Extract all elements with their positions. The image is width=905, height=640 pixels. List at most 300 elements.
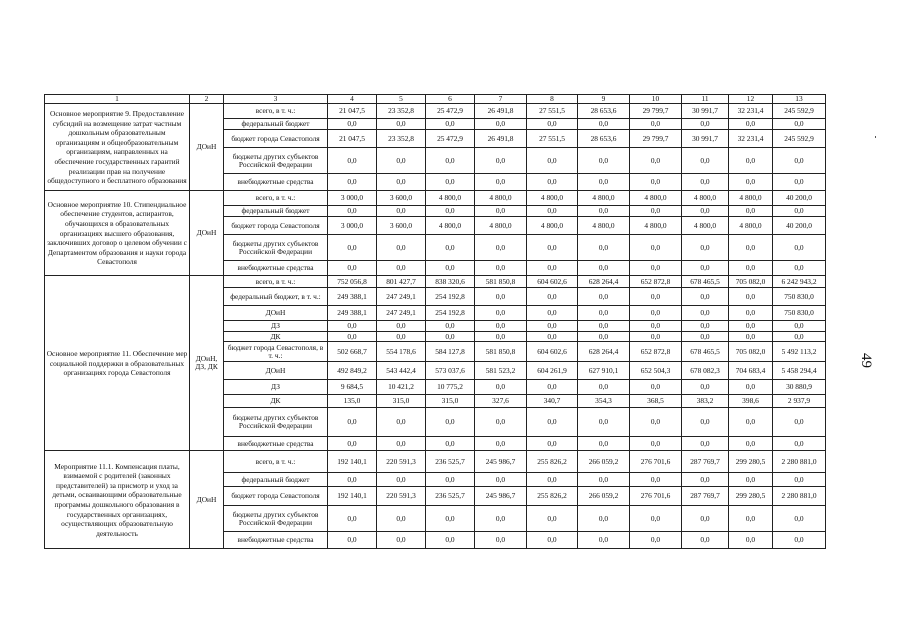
header-row xyxy=(45,95,826,104)
value-cell: 0,0 xyxy=(475,235,527,261)
value-cell: 29 799,7 xyxy=(630,104,682,119)
value-cell: 0,0 xyxy=(729,174,773,191)
executor-cell: ДОиН xyxy=(190,104,224,191)
value-cell: 4 800,0 xyxy=(475,191,527,206)
value-cell: 0,0 xyxy=(527,380,578,395)
header-cell: 7 xyxy=(475,95,527,104)
value-cell: 40 200,0 xyxy=(773,217,826,235)
value-cell: 652 872,8 xyxy=(630,276,682,288)
value-cell: 0,0 xyxy=(729,119,773,130)
value-cell: 0,0 xyxy=(773,437,826,451)
value-cell: 0,0 xyxy=(729,408,773,437)
value-cell: 3 000,0 xyxy=(328,217,377,235)
value-cell: 543 442,4 xyxy=(377,362,426,380)
value-cell: 0,0 xyxy=(527,206,578,217)
value-cell: 0,0 xyxy=(630,261,682,276)
value-cell: 0,0 xyxy=(682,261,729,276)
funding-source-cell: бюджет города Севастополя xyxy=(224,130,328,148)
header-cell: 6 xyxy=(426,95,475,104)
value-cell: 32 231,4 xyxy=(729,130,773,148)
value-cell: 0,0 xyxy=(426,321,475,332)
value-cell: 678 465,5 xyxy=(682,276,729,288)
value-cell: 0,0 xyxy=(475,119,527,130)
page-number: 49 xyxy=(858,353,874,368)
value-cell: 2 937,9 xyxy=(773,395,826,408)
value-cell: 266 059,2 xyxy=(578,451,630,473)
value-cell: 0,0 xyxy=(729,235,773,261)
value-cell: 0,0 xyxy=(527,321,578,332)
executor-cell: ДОиН xyxy=(190,451,224,549)
value-cell: 25 472,9 xyxy=(426,130,475,148)
value-cell: 801 427,7 xyxy=(377,276,426,288)
value-cell: 0,0 xyxy=(377,206,426,217)
value-cell: 0,0 xyxy=(426,148,475,174)
value-cell: 0,0 xyxy=(426,235,475,261)
header-cell: 4 xyxy=(328,95,377,104)
value-cell: 0,0 xyxy=(328,261,377,276)
value-cell: 27 551,5 xyxy=(527,130,578,148)
funding-source-cell: федеральный бюджет xyxy=(224,119,328,130)
value-cell: 9 684,5 xyxy=(328,380,377,395)
value-cell: 0,0 xyxy=(377,473,426,487)
funding-source-cell: ДОиН xyxy=(224,362,328,380)
value-cell: 0,0 xyxy=(475,437,527,451)
value-cell: 750 830,0 xyxy=(773,306,826,321)
value-cell: 0,0 xyxy=(682,119,729,130)
value-cell: 4 800,0 xyxy=(578,217,630,235)
value-cell: 0,0 xyxy=(578,437,630,451)
value-cell: 0,0 xyxy=(475,332,527,342)
value-cell: 220 591,3 xyxy=(377,487,426,506)
value-cell: 0,0 xyxy=(527,148,578,174)
value-cell: 0,0 xyxy=(527,408,578,437)
funding-source-cell: внебюджетные средства xyxy=(224,174,328,191)
value-cell: 0,0 xyxy=(475,532,527,549)
value-cell: 0,0 xyxy=(426,206,475,217)
value-cell: 249 388,1 xyxy=(328,288,377,306)
header-cell: 1 xyxy=(45,95,190,104)
value-cell: 0,0 xyxy=(578,174,630,191)
value-cell: 4 800,0 xyxy=(426,191,475,206)
value-cell: 249 388,1 xyxy=(328,306,377,321)
value-cell: 2 280 881,0 xyxy=(773,487,826,506)
value-cell: 0,0 xyxy=(729,506,773,532)
value-cell: 0,0 xyxy=(377,174,426,191)
value-cell: 220 591,3 xyxy=(377,451,426,473)
value-cell: 0,0 xyxy=(630,332,682,342)
value-cell: 30 991,7 xyxy=(682,130,729,148)
value-cell: 0,0 xyxy=(426,119,475,130)
value-cell: 704 683,4 xyxy=(729,362,773,380)
value-cell: 0,0 xyxy=(578,288,630,306)
value-cell: 287 769,7 xyxy=(682,487,729,506)
value-cell: 0,0 xyxy=(773,261,826,276)
value-cell: 23 352,8 xyxy=(377,130,426,148)
value-cell: 0,0 xyxy=(377,148,426,174)
value-cell: 0,0 xyxy=(773,532,826,549)
funding-source-cell: всего, в т. ч.: xyxy=(224,104,328,119)
value-cell: 0,0 xyxy=(729,206,773,217)
value-cell: 0,0 xyxy=(328,332,377,342)
funding-source-cell: ДК xyxy=(224,332,328,342)
value-cell: 750 830,0 xyxy=(773,288,826,306)
value-cell: 0,0 xyxy=(682,174,729,191)
value-cell: 0,0 xyxy=(578,473,630,487)
value-cell: 0,0 xyxy=(328,506,377,532)
value-cell: 0,0 xyxy=(729,473,773,487)
value-cell: 0,0 xyxy=(729,437,773,451)
value-cell: 0,0 xyxy=(682,306,729,321)
value-cell: 0,0 xyxy=(773,119,826,130)
scan-mark xyxy=(875,136,876,138)
header-cell: 3 xyxy=(224,95,328,104)
value-cell: 0,0 xyxy=(328,206,377,217)
value-cell: 838 320,6 xyxy=(426,276,475,288)
value-cell: 0,0 xyxy=(729,288,773,306)
value-cell: 0,0 xyxy=(426,408,475,437)
value-cell: 276 701,6 xyxy=(630,487,682,506)
value-cell: 0,0 xyxy=(475,148,527,174)
value-cell: 245 986,7 xyxy=(475,487,527,506)
value-cell: 4 800,0 xyxy=(527,217,578,235)
funding-source-cell: бюджеты других субъектов Российской Федерации xyxy=(224,148,328,174)
value-cell: 0,0 xyxy=(773,332,826,342)
header-cell: 13 xyxy=(773,95,826,104)
value-cell: 21 047,5 xyxy=(328,130,377,148)
funding-source-cell: федеральный бюджет xyxy=(224,206,328,217)
funding-source-cell: всего, в т. ч.: xyxy=(224,451,328,473)
value-cell: 581 850,8 xyxy=(475,342,527,362)
value-cell: 492 849,2 xyxy=(328,362,377,380)
value-cell: 604 602,6 xyxy=(527,276,578,288)
value-cell: 0,0 xyxy=(475,206,527,217)
value-cell: 0,0 xyxy=(729,306,773,321)
table-row xyxy=(45,276,826,288)
executor-cell: ДОиН, ДЗ, ДК xyxy=(190,276,224,451)
value-cell: 383,2 xyxy=(682,395,729,408)
value-cell: 0,0 xyxy=(527,235,578,261)
value-cell: 28 653,6 xyxy=(578,104,630,119)
funding-source-cell: федеральный бюджет, в т. ч.: xyxy=(224,288,328,306)
value-cell: 0,0 xyxy=(630,408,682,437)
value-cell: 0,0 xyxy=(527,306,578,321)
value-cell: 0,0 xyxy=(630,532,682,549)
value-cell: 0,0 xyxy=(578,332,630,342)
value-cell: 0,0 xyxy=(578,261,630,276)
value-cell: 0,0 xyxy=(578,235,630,261)
value-cell: 0,0 xyxy=(426,473,475,487)
table-row xyxy=(45,191,826,206)
value-cell: 5 458 294,4 xyxy=(773,362,826,380)
value-cell: 4 800,0 xyxy=(426,217,475,235)
value-cell: 0,0 xyxy=(328,532,377,549)
header-cell: 10 xyxy=(630,95,682,104)
value-cell: 29 799,7 xyxy=(630,130,682,148)
value-cell: 0,0 xyxy=(578,206,630,217)
funding-source-cell: бюджеты других субъектов Российской Федерации xyxy=(224,235,328,261)
header-cell: 2 xyxy=(190,95,224,104)
value-cell: 0,0 xyxy=(328,148,377,174)
value-cell: 10 775,2 xyxy=(426,380,475,395)
value-cell: 0,0 xyxy=(527,174,578,191)
value-cell: 0,0 xyxy=(475,473,527,487)
value-cell: 0,0 xyxy=(630,380,682,395)
value-cell: 0,0 xyxy=(426,174,475,191)
header-cell: 11 xyxy=(682,95,729,104)
value-cell: 0,0 xyxy=(630,506,682,532)
value-cell: 502 668,7 xyxy=(328,342,377,362)
value-cell: 368,5 xyxy=(630,395,682,408)
value-cell: 0,0 xyxy=(729,332,773,342)
value-cell: 0,0 xyxy=(682,148,729,174)
value-cell: 0,0 xyxy=(682,437,729,451)
activity-name-cell: Основное мероприятие 9. Предоставление субсидий на возмещение затрат частным дошкольным образовательным организациям и общеобразовательным организациям, направленных на обеспечение государственных гарантий реализации прав на получение общедоступного и бесплатного образования xyxy=(45,104,190,191)
table-row xyxy=(45,451,826,473)
funding-source-cell: всего, в т. ч.: xyxy=(224,191,328,206)
value-cell: 32 231,4 xyxy=(729,104,773,119)
funding-source-cell: внебюджетные средства xyxy=(224,261,328,276)
value-cell: 0,0 xyxy=(578,148,630,174)
value-cell: 2 280 881,0 xyxy=(773,451,826,473)
value-cell: 0,0 xyxy=(377,532,426,549)
value-cell: 4 800,0 xyxy=(630,217,682,235)
value-cell: 340,7 xyxy=(527,395,578,408)
value-cell: 0,0 xyxy=(630,306,682,321)
value-cell: 245 986,7 xyxy=(475,451,527,473)
value-cell: 10 421,2 xyxy=(377,380,426,395)
value-cell: 28 653,6 xyxy=(578,130,630,148)
value-cell: 40 200,0 xyxy=(773,191,826,206)
value-cell: 0,0 xyxy=(578,119,630,130)
value-cell: 299 280,5 xyxy=(729,487,773,506)
value-cell: 0,0 xyxy=(328,437,377,451)
value-cell: 0,0 xyxy=(328,408,377,437)
value-cell: 287 769,7 xyxy=(682,451,729,473)
value-cell: 0,0 xyxy=(475,506,527,532)
value-cell: 4 800,0 xyxy=(729,191,773,206)
activity-name-cell: Основное мероприятие 10. Стипендиальное обеспечение студентов, аспирантов, обучающихся в образовательных организациях высшего образования, заключивших договор о целевом обучении с Департаментом образования и науки города Севастополя xyxy=(45,191,190,276)
funding-source-cell: бюджет города Севастополя xyxy=(224,217,328,235)
value-cell: 0,0 xyxy=(426,261,475,276)
funding-source-cell: бюджеты других субъектов Российской Федерации xyxy=(224,408,328,437)
value-cell: 0,0 xyxy=(377,235,426,261)
value-cell: 0,0 xyxy=(729,532,773,549)
value-cell: 247 249,1 xyxy=(377,288,426,306)
value-cell: 604 602,6 xyxy=(527,342,578,362)
value-cell: 752 056,8 xyxy=(328,276,377,288)
value-cell: 0,0 xyxy=(377,332,426,342)
value-cell: 315,0 xyxy=(426,395,475,408)
value-cell: 4 800,0 xyxy=(729,217,773,235)
value-cell: 554 178,6 xyxy=(377,342,426,362)
value-cell: 0,0 xyxy=(682,532,729,549)
value-cell: 245 592,9 xyxy=(773,130,826,148)
value-cell: 0,0 xyxy=(578,380,630,395)
value-cell: 678 465,5 xyxy=(682,342,729,362)
program-funding-table-page xyxy=(44,94,826,549)
value-cell: 652 504,3 xyxy=(630,362,682,380)
value-cell: 398,6 xyxy=(729,395,773,408)
value-cell: 27 551,5 xyxy=(527,104,578,119)
value-cell: 236 525,7 xyxy=(426,451,475,473)
value-cell: 0,0 xyxy=(630,148,682,174)
value-cell: 0,0 xyxy=(328,235,377,261)
executor-cell: ДОиН xyxy=(190,191,224,276)
value-cell: 135,0 xyxy=(328,395,377,408)
value-cell: 0,0 xyxy=(630,174,682,191)
funding-source-cell: всего, в т. ч.: xyxy=(224,276,328,288)
value-cell: 0,0 xyxy=(682,321,729,332)
value-cell: 627 910,1 xyxy=(578,362,630,380)
value-cell: 0,0 xyxy=(578,532,630,549)
value-cell: 581 523,2 xyxy=(475,362,527,380)
value-cell: 0,0 xyxy=(475,288,527,306)
header-cell: 5 xyxy=(377,95,426,104)
value-cell: 0,0 xyxy=(377,437,426,451)
value-cell: 0,0 xyxy=(527,332,578,342)
value-cell: 0,0 xyxy=(773,206,826,217)
value-cell: 0,0 xyxy=(682,473,729,487)
value-cell: 255 826,2 xyxy=(527,451,578,473)
value-cell: 276 701,6 xyxy=(630,451,682,473)
value-cell: 0,0 xyxy=(527,473,578,487)
value-cell: 0,0 xyxy=(630,235,682,261)
value-cell: 3 600,0 xyxy=(377,191,426,206)
value-cell: 0,0 xyxy=(630,321,682,332)
value-cell: 247 249,1 xyxy=(377,306,426,321)
value-cell: 0,0 xyxy=(377,119,426,130)
value-cell: 0,0 xyxy=(773,174,826,191)
value-cell: 0,0 xyxy=(377,321,426,332)
value-cell: 4 800,0 xyxy=(475,217,527,235)
value-cell: 628 264,4 xyxy=(578,342,630,362)
value-cell: 192 140,1 xyxy=(328,487,377,506)
funding-source-cell: бюджет города Севастополя, в т. ч.: xyxy=(224,342,328,362)
activity-name-cell: Мероприятие 11.1. Компенсация платы, взимаемой с родителей (законных представителей) за присмотр и уход за детьми, осваивающими образовательные программы дошкольного образования в государственных организациях, осуществляющих образовательную деятельность xyxy=(45,451,190,549)
value-cell: 0,0 xyxy=(426,506,475,532)
value-cell: 705 082,0 xyxy=(729,342,773,362)
value-cell: 315,0 xyxy=(377,395,426,408)
value-cell: 327,6 xyxy=(475,395,527,408)
value-cell: 21 047,5 xyxy=(328,104,377,119)
value-cell: 23 352,8 xyxy=(377,104,426,119)
value-cell: 0,0 xyxy=(426,532,475,549)
value-cell: 0,0 xyxy=(682,408,729,437)
value-cell: 255 826,2 xyxy=(527,487,578,506)
funding-source-cell: ДЗ xyxy=(224,321,328,332)
value-cell: 4 800,0 xyxy=(527,191,578,206)
value-cell: 0,0 xyxy=(328,473,377,487)
value-cell: 26 491,8 xyxy=(475,130,527,148)
funding-source-cell: ДК xyxy=(224,395,328,408)
value-cell: 0,0 xyxy=(475,261,527,276)
value-cell: 0,0 xyxy=(630,437,682,451)
funding-source-cell: ДЗ xyxy=(224,380,328,395)
value-cell: 0,0 xyxy=(578,321,630,332)
value-cell: 0,0 xyxy=(377,261,426,276)
value-cell: 0,0 xyxy=(773,473,826,487)
activity-name-cell: Основное мероприятие 11. Обеспечение мер социальной поддержки в образовательных организациях города Севастополя xyxy=(45,276,190,451)
value-cell: 0,0 xyxy=(527,119,578,130)
value-cell: 30 991,7 xyxy=(682,104,729,119)
value-cell: 573 037,6 xyxy=(426,362,475,380)
value-cell: 0,0 xyxy=(630,206,682,217)
funding-table xyxy=(44,94,826,549)
value-cell: 25 472,9 xyxy=(426,104,475,119)
funding-source-cell: бюджет города Севастополя xyxy=(224,487,328,506)
value-cell: 4 800,0 xyxy=(682,217,729,235)
table-body xyxy=(45,95,826,549)
value-cell: 266 059,2 xyxy=(578,487,630,506)
value-cell: 0,0 xyxy=(527,437,578,451)
value-cell: 0,0 xyxy=(773,408,826,437)
value-cell: 0,0 xyxy=(682,506,729,532)
value-cell: 0,0 xyxy=(630,288,682,306)
value-cell: 0,0 xyxy=(682,288,729,306)
table-row xyxy=(45,104,826,119)
value-cell: 628 264,4 xyxy=(578,276,630,288)
funding-source-cell: бюджеты других субъектов Российской Федерации xyxy=(224,506,328,532)
value-cell: 254 192,8 xyxy=(426,288,475,306)
funding-source-cell: внебюджетные средства xyxy=(224,532,328,549)
value-cell: 0,0 xyxy=(682,206,729,217)
value-cell: 0,0 xyxy=(377,408,426,437)
value-cell: 0,0 xyxy=(682,332,729,342)
value-cell: 0,0 xyxy=(527,261,578,276)
value-cell: 0,0 xyxy=(527,532,578,549)
header-cell: 8 xyxy=(527,95,578,104)
value-cell: 604 261,9 xyxy=(527,362,578,380)
value-cell: 0,0 xyxy=(630,119,682,130)
value-cell: 0,0 xyxy=(773,148,826,174)
funding-source-cell: ДОиН xyxy=(224,306,328,321)
value-cell: 584 127,8 xyxy=(426,342,475,362)
value-cell: 0,0 xyxy=(377,506,426,532)
value-cell: 0,0 xyxy=(729,261,773,276)
value-cell: 0,0 xyxy=(475,408,527,437)
value-cell: 0,0 xyxy=(475,380,527,395)
value-cell: 0,0 xyxy=(578,506,630,532)
funding-source-cell: федеральный бюджет xyxy=(224,473,328,487)
value-cell: 299 280,5 xyxy=(729,451,773,473)
value-cell: 0,0 xyxy=(729,148,773,174)
value-cell: 0,0 xyxy=(527,506,578,532)
value-cell: 245 592,9 xyxy=(773,104,826,119)
value-cell: 0,0 xyxy=(426,332,475,342)
header-cell: 9 xyxy=(578,95,630,104)
value-cell: 4 800,0 xyxy=(630,191,682,206)
value-cell: 354,3 xyxy=(578,395,630,408)
value-cell: 0,0 xyxy=(729,380,773,395)
value-cell: 0,0 xyxy=(630,473,682,487)
value-cell: 254 192,8 xyxy=(426,306,475,321)
value-cell: 0,0 xyxy=(773,235,826,261)
value-cell: 0,0 xyxy=(328,174,377,191)
value-cell: 0,0 xyxy=(682,380,729,395)
value-cell: 192 140,1 xyxy=(328,451,377,473)
value-cell: 0,0 xyxy=(426,437,475,451)
value-cell: 5 492 113,2 xyxy=(773,342,826,362)
value-cell: 4 800,0 xyxy=(682,191,729,206)
value-cell: 581 850,8 xyxy=(475,276,527,288)
value-cell: 652 872,8 xyxy=(630,342,682,362)
value-cell: 0,0 xyxy=(578,306,630,321)
value-cell: 236 525,7 xyxy=(426,487,475,506)
value-cell: 0,0 xyxy=(328,321,377,332)
value-cell: 0,0 xyxy=(773,321,826,332)
value-cell: 6 242 943,2 xyxy=(773,276,826,288)
value-cell: 0,0 xyxy=(527,288,578,306)
